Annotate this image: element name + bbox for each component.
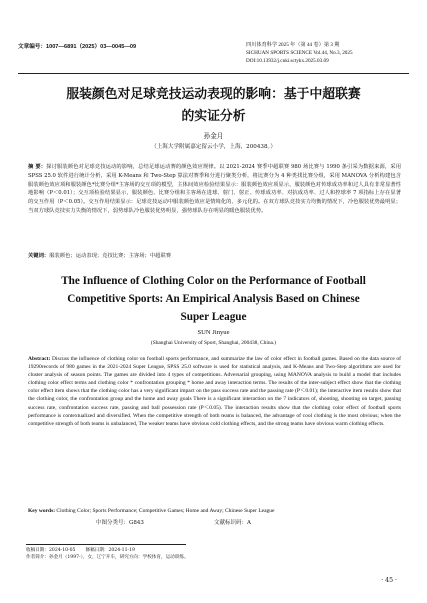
- journal-cn: 四川体育科学 2025 年（第 44 卷）第 3 期: [246, 42, 340, 48]
- english-abstract: [28, 355, 401, 428]
- journal-en: SICHUAN SPORTS SCIENCE Vol.44, No.3, 2025: [246, 49, 353, 56]
- chinese-title-line: 的实证分析: [181, 109, 246, 124]
- page-header: [18, 42, 409, 74]
- journal-info: [246, 42, 353, 65]
- chinese-title: [20, 84, 407, 128]
- chinese-abstract: [28, 163, 401, 216]
- english-author: SUN Jinyue: [197, 329, 230, 336]
- document-code: 文献标识码：A: [214, 520, 251, 526]
- chinese-keywords-label: 关键词：: [28, 253, 50, 259]
- english-abstract-label: Abstract:: [28, 356, 51, 362]
- english-affiliation: (Shanghai University of Sport, Shanghai, 200438, China.): [150, 340, 277, 346]
- author-bio: 作者简介：孙金月（1997-），女，辽宁开车，研究方向：学校体育，运动训练。: [26, 555, 189, 560]
- received-date: 收稿日期：2024-10-05: [26, 548, 76, 553]
- footnote: [26, 547, 401, 561]
- header-rule: [18, 73, 409, 74]
- chinese-keywords: [28, 251, 401, 259]
- english-title-line: The Influence of Clothing Color on the Performance of Football: [61, 275, 366, 287]
- article-number: 文章编号：1007—6891（2025）03—0045—09: [18, 44, 137, 50]
- english-title: [36, 272, 391, 326]
- chinese-abstract-text: 探讨服装颜色对足球竞技运动的影响，总结足球运动赛的颜色效应规律。以 2021-2024 赛季中超联赛 980 场比赛与 1990 条引采为数据来源，采用 SPSS 25.0 软件进行统计分析，采用 K-Means 和 Two-Step 算法对赛季和分进行聚类分析，将比赛分为 4 种类找比赛分组，采用 MANOVA 分析构建包含服装颜色效应项和服装颜色*比赛分组*主客场的交互项的模型，主体间效应检验结果显示：服装颜色效应项显示，服装颜色对传球成功率和过人具有非常显著性地影响（P＜0.01）；交互项检验结果显示，服装颜色、比赛分组和主客场在进球、射门、射正、传球成功率、对抗成功率、过人和控球率 7 项指标上存在显著的交互作用（P＜0.05）。交互作用结果显示：足球竞技运动中服装颜色效应是情境化的、多元化的。在双方球队竞技实力均衡的情况下，冷色服装优势最明显；当双方球队竞技实力失衡的情况下，弱势球队冷色服装优势明显，强势球队存在明显的暖色服装优势。: [28, 164, 401, 214]
- chinese-title-line: 服装颜色对足球竞技运动表现的影响：基于中超联赛: [66, 87, 361, 102]
- doi: DOI:10.13932/j.cnki.sctykx.2025.03.09: [246, 57, 329, 64]
- footnote-dates: [26, 547, 401, 554]
- english-abstract-text: Discuss the influence of clothing color on football sports performance, and summarize the law of color effect in football games. Based on the data source of 19290records of 980 games in the 2021-2024 Super League, SPSS 25.0 software is used for statistical analysis, and K-Means and Two-Step algorithms are used for cluster analysis of season points. The games are divided into 4 types of competitions. Adversarial grouping, using MANOVA analysis to build a model that includes clothing color effect terms and clothing color * confrontation grouping * home and away interaction terms. The results of the inter-subject effect show that the clothing color effect item shows that the clothing color has a very significant impact on the pass success rate and the passing rate (P＜0.01); the interactive item results show that the clothing color, the confrontation group and the home and away goals There is a significant interaction on the 7 indicators of, shooting, shooting on target, passing success rate, confrontation success rate, passing and ball possession rate (P＜0.05). The interaction results show that the clothing color effect of football sports performance is contextualized and diversified. When the competitive strength of both teams is balanced, the advantage of cool clothing is the most obvious; when the competitive strength of both teams is unbalanced, The weaker teams have obvious cold clothing effects, and the strong teams have obvious warm clothing effects.: [28, 356, 401, 427]
- english-keywords-label: Key words:: [28, 508, 56, 514]
- chinese-affiliation: （上海大学附属嘉定留云小学，上海，200438。）: [151, 144, 276, 150]
- english-keywords-text: Clothing Color; Sports Performance; Competitive Games; Home and Away; Chinese Super League: [56, 508, 275, 514]
- english-keywords: [28, 508, 401, 514]
- english-title-line: Competitive Sports: An Empirical Analysis Based on Chinese: [67, 293, 360, 305]
- english-title-line: Super League: [180, 311, 247, 323]
- clc-number: 中图分类号：G843: [96, 520, 144, 526]
- revised-date: 修稿日期：2024-11-19: [85, 548, 135, 553]
- footnote-rule: [26, 544, 186, 545]
- page-number: · 45 ·: [381, 577, 397, 584]
- chinese-keywords-text: 服装颜色；运动表现；竞技比赛；主客场；中超联赛: [49, 253, 172, 259]
- chinese-abstract-label: 摘 要：: [28, 164, 47, 170]
- chinese-author: 孙金月: [203, 132, 224, 140]
